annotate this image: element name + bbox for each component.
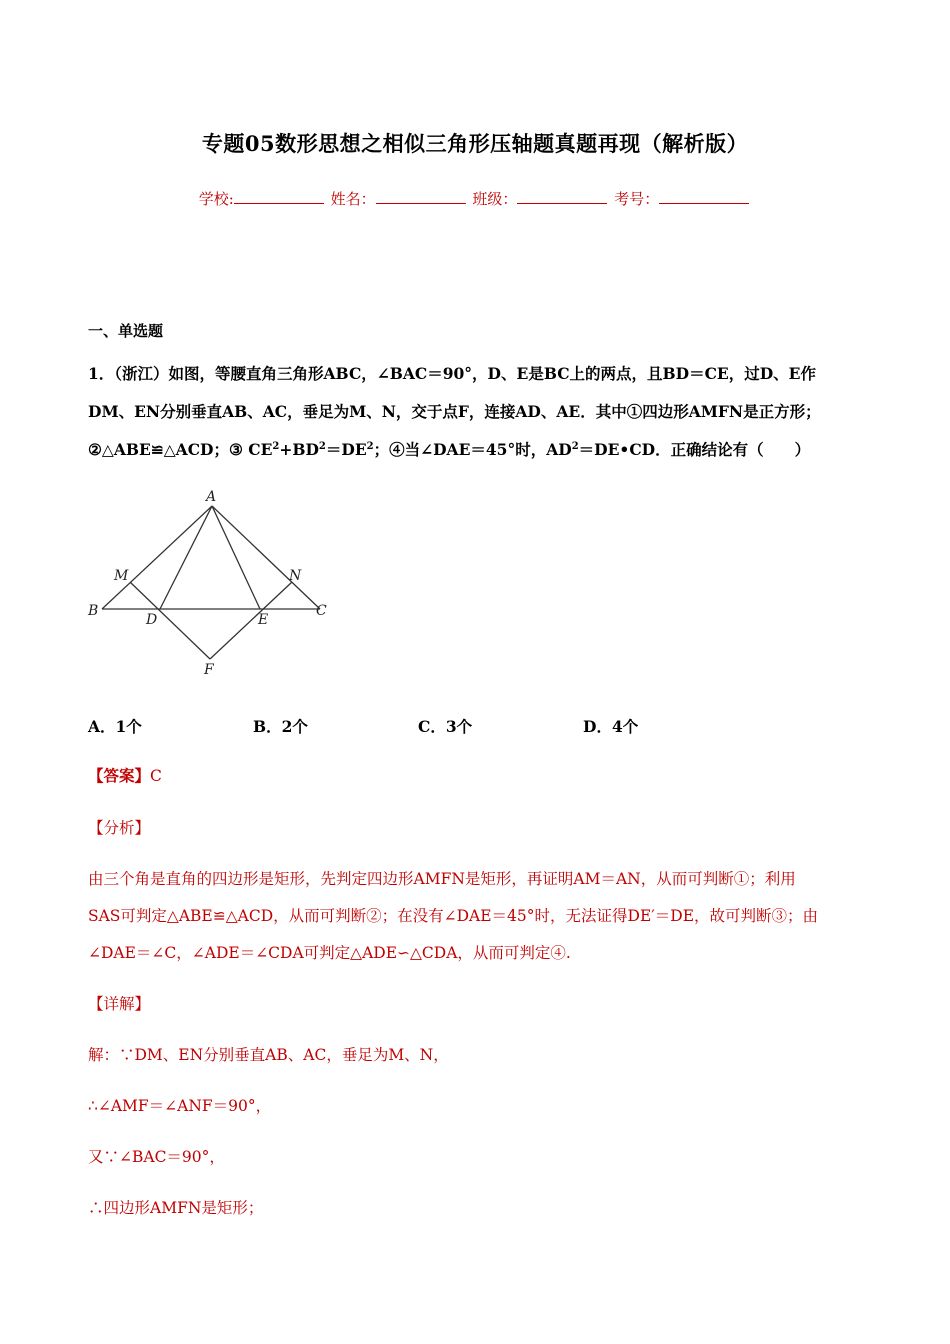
analysis-line-2: SAS可判定△ABE≌△ACD，从而可判断②；在没有∠DAE＝45°时，无法证得DE′＝DE，故可判断③；由 (88, 907, 819, 925)
detail-line-3: 又∵∠BAC＝90°， (88, 1148, 225, 1166)
analysis-line-3: ∠DAE＝∠C，∠ADE＝∠CDA可判定△ADE∽△CDA，从而可判定④. (88, 944, 571, 962)
answer-value: C (150, 767, 162, 785)
label-M: M (114, 568, 129, 584)
detail-line-2: ∴∠AMF＝∠ANF＝90°， (88, 1097, 272, 1115)
analysis-line-1: 由三个角是直角的四边形是矩形，先判定四边形AMFN是矩形，再证明AM＝AN，从而可判断①；利用 (88, 870, 796, 888)
segment-MF (130, 582, 210, 659)
number-blank[interactable] (659, 189, 749, 204)
question-line-2: DM、EN分别垂直AB、AC，垂足为M、N，交于点F，连接AD、AE．其中①四边形AMFN是正方形； (88, 402, 821, 421)
label-C: C (316, 603, 327, 619)
label-B: B (88, 603, 99, 619)
option-d[interactable]: D．4个 (583, 717, 639, 736)
label-D: D (146, 612, 158, 628)
label-F: F (204, 662, 214, 678)
name-blank[interactable] (376, 189, 466, 204)
segment-AE (212, 506, 260, 609)
section-heading: 一、单选题 (88, 322, 164, 340)
question-line-3: ②△ABE≌△ACD；③ $CE^2+BD^2=DE^2$；④当∠DAE＝45°时，$AD^2=DE•CD$．正确结论有（ ） (88, 440, 811, 459)
label-N: N (289, 568, 302, 584)
class-label: 班级： (472, 190, 518, 208)
class-blank[interactable] (517, 189, 607, 204)
student-info-line (0, 188, 950, 209)
label-E: E (258, 612, 269, 628)
segment-AD (160, 506, 212, 609)
answer-tag: 【答案】 (88, 766, 151, 785)
segment-AB (102, 506, 212, 609)
option-b[interactable]: B．2个 (253, 717, 308, 736)
detail-tag: 【详解】 (88, 995, 151, 1013)
school-blank[interactable] (234, 189, 324, 204)
answer-line (88, 766, 868, 786)
number-label: 考号： (614, 190, 660, 208)
geometry-figure (86, 488, 336, 680)
option-c[interactable]: C．3个 (418, 717, 473, 736)
page-title: 专题05数形思想之相似三角形压轴题真题再现（解析版） (201, 131, 749, 156)
detail-line-4: ∴四边形AMFN是矩形； (88, 1199, 264, 1217)
school-label: 学校: (198, 190, 234, 208)
option-a[interactable]: A．1个 (88, 717, 142, 736)
label-A: A (206, 489, 217, 505)
segment-AC (212, 506, 320, 609)
question-line-1: 1．（浙江）如图，等腰直角三角形ABC，∠BAC＝90°，D、E是BC上的两点，且BD＝CE，过D、E作 (88, 364, 816, 383)
detail-line-1: 解：∵DM、EN分别垂直AB、AC，垂足为M、N， (88, 1046, 449, 1064)
segment-NF (210, 582, 292, 659)
analysis-tag: 【分析】 (88, 819, 151, 837)
name-label: 姓名： (330, 190, 376, 208)
